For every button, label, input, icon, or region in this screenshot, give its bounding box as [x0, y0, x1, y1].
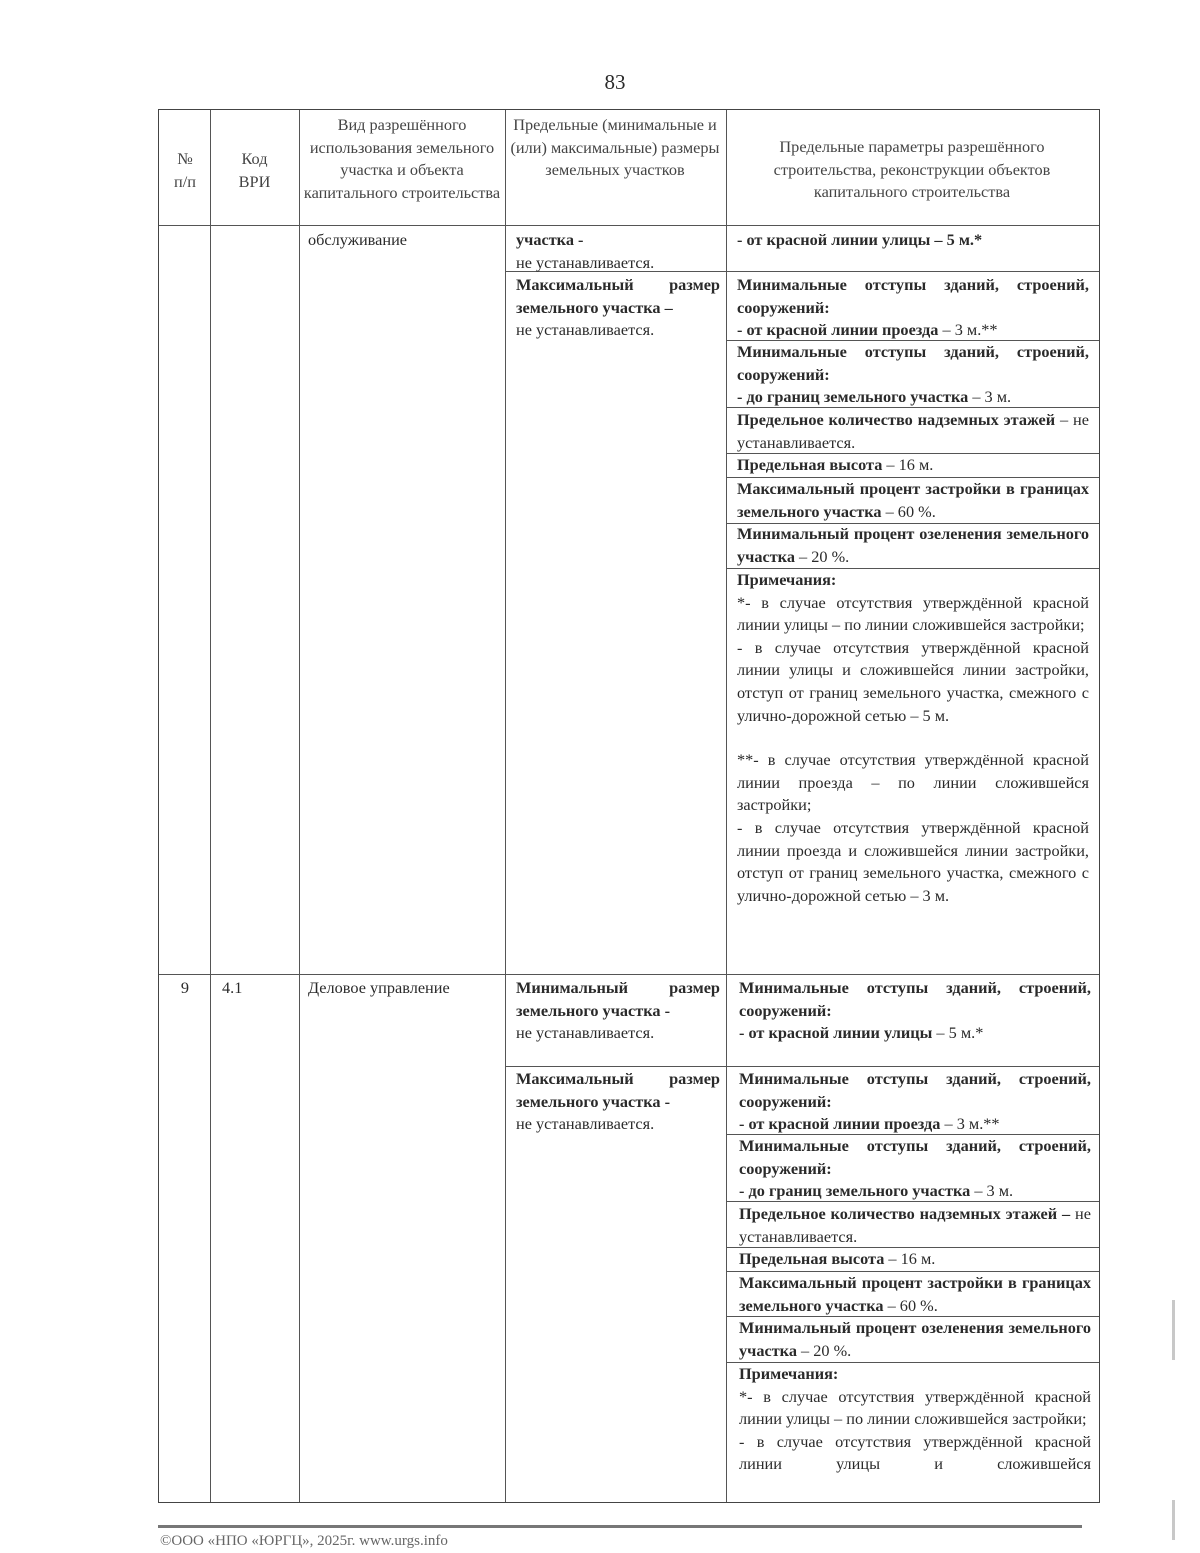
row-b-param0 [739, 977, 1091, 1045]
row-b-plot2 [516, 1068, 720, 1136]
row-a-param5-label: Максимальный процент застройки в границах земельного участка [737, 479, 1089, 521]
row-a-param1 [737, 274, 1089, 342]
row-a-param3 [737, 409, 1089, 454]
row-a-param3-value: – не устанавливается. [737, 410, 1089, 452]
row-a-plot1-value: не устанавливается. [516, 252, 655, 272]
row-b-param4-label: Предельная высота [739, 1249, 885, 1268]
row-b-plot2-value: не устанавливается. [516, 1114, 655, 1134]
row-a-param6-label: Минимальный процент озеленения земельного участка [737, 524, 1089, 566]
row-a-note-4: - в случае отсутствия утверждённой красной линии проезда и сложившейся линии застройки, отступ от границ земельного участка, смежного с улично-дорожной сетью – 3 м. [737, 817, 1089, 905]
row-a-param1-label: Минимальные отступы зданий, строений, сооружений: [737, 275, 1089, 317]
row-b-kind: Деловое управление [308, 978, 450, 997]
row-a-param2-label: Минимальные отступы зданий, строений, сооружений: [737, 342, 1089, 384]
row-a-note-2: - в случае отсутствия утверждённой красной линии улицы и сложившейся линии застройки, отступ от границ земельного участка, смежного с улично-дорожной сетью – 5 м. [737, 637, 1089, 725]
row-a-plot2 [516, 274, 720, 342]
row-b-param3-value: не устанавливается. [739, 1204, 1091, 1246]
col-rule [505, 110, 506, 1502]
row-b-param1-value: – 3 м.** [940, 1114, 1000, 1134]
row-a-plot1 [516, 229, 720, 274]
row-a-param2 [737, 341, 1089, 409]
header-num: № п/п [174, 149, 196, 191]
row-a-notes [737, 569, 1089, 907]
row-a-param4-label: Предельная высота [737, 455, 883, 474]
col-rule [726, 110, 727, 1502]
row-a-note-3: **- в случае отсутствия утверждённой красной линии проезда – по линии сложившейся застройки; [737, 750, 1089, 815]
row-a-param0: - от красной линии улицы – 5 м.* [737, 230, 983, 249]
row-b-param0-label: Минимальные отступы зданий, строений, сооружений: [739, 978, 1091, 1020]
row-b-num: 9 [180, 978, 190, 997]
row-b-plot1-label: Минимальный размер земельного участка - [516, 978, 720, 1020]
row-b-param3-label: Предельное количество надземных этажей – [739, 1204, 1071, 1223]
row-a-param3-label: Предельное количество надземных этажей [737, 410, 1056, 429]
row-b-param4-value: – 16 м. [884, 1249, 936, 1268]
header-kind: Вид разрешённого использования земельного участка и объекта капитального строительства [303, 115, 501, 202]
row-b-note-2: - в случае отсутствия утверждённой красной линии улицы и сложившейся [739, 1431, 1091, 1474]
row-a-notes-title: Примечания: [737, 570, 837, 589]
footer-rule [158, 1525, 1082, 1528]
row-a-kind: обслуживание [308, 230, 408, 249]
row-b-param1 [739, 1068, 1091, 1136]
row-a-param4 [737, 454, 1089, 477]
row-a-param6-value: – 20 %. [794, 546, 850, 566]
row-b-param0-sub: - от красной линии улицы [739, 1023, 933, 1043]
row-b-param6-label: Минимальный процент озеленения земельного участка [739, 1318, 1091, 1360]
row-b-param0-value: – 5 м.* [932, 1023, 984, 1043]
row-rule [505, 1066, 1099, 1067]
scan-mark [1172, 1300, 1175, 1360]
row-b-notes [739, 1363, 1091, 1476]
row-b-param6 [739, 1317, 1091, 1362]
row-b-notes-title: Примечания: [739, 1364, 839, 1383]
row-b-plot2-label: Максимальный размер земельного участка - [516, 1069, 720, 1111]
row-a-param4-value: – 16 м. [882, 455, 934, 474]
row-b-param1-sub: - от красной линии проезда [739, 1114, 941, 1134]
header-rule [159, 225, 1099, 226]
row-b-plot1-value: не устанавливается. [516, 1023, 655, 1043]
row-b-note-1: *- в случае отсутствия утверждённой красной линии улицы – по линии сложившейся застройки; [739, 1386, 1091, 1429]
row-a-param1-sub: - от красной линии проезда [737, 320, 939, 340]
row-rule [159, 974, 1099, 975]
row-a-plot2-value: не устанавливается. [516, 320, 655, 340]
row-b-param2-value: – 3 м. [970, 1181, 1014, 1201]
row-b-param2-label: Минимальные отступы зданий, строений, сооружений: [739, 1136, 1091, 1178]
row-b-param2-sub: - до границ земельного участка [739, 1181, 971, 1201]
scan-mark [1172, 1500, 1175, 1540]
row-b-param1-label: Минимальные отступы зданий, строений, сооружений: [739, 1069, 1091, 1111]
row-b-param5-value: – 60 %. [883, 1295, 938, 1315]
row-a-param6 [737, 523, 1089, 568]
row-b-code: 4.1 [222, 978, 243, 997]
header-code: Код ВРИ [238, 149, 271, 191]
row-a-note-1: *- в случае отсутствия утверждённой красной линии улицы – по линии сложившейся застройки; [737, 592, 1089, 635]
page-number: 83 [604, 70, 626, 94]
row-a-param5 [737, 478, 1089, 523]
col-rule [210, 110, 211, 1502]
footer-copyright: ©ООО «НПО «ЮРГЦ», 2025г. www.urgs.info [160, 1533, 448, 1549]
row-a-plot2-label: Максимальный размер земельного участка – [516, 275, 720, 317]
row-a-plot1-label: участка - [516, 230, 584, 249]
row-b-param5-label: Максимальный процент застройки в границах земельного участка [739, 1273, 1091, 1315]
row-b-param2 [739, 1135, 1091, 1203]
row-a-param2-sub: - до границ земельного участка [737, 387, 969, 407]
row-b-param6-value: – 20 %. [796, 1340, 852, 1360]
row-b-param5 [739, 1272, 1091, 1317]
row-a-param5-value: – 60 %. [881, 501, 936, 521]
row-a-param1-value: – 3 м.** [938, 320, 998, 340]
col-rule [299, 110, 300, 1502]
row-b-plot1 [516, 977, 720, 1045]
header-params: Предельные параметры разрешённого строительства, реконструкции объектов капитального строительства [773, 137, 1051, 201]
header-plot: Предельные (минимальные и (или) максимальные) размеры земельных участков [510, 115, 720, 179]
row-a-param2-value: – 3 м. [968, 387, 1012, 407]
row-b-param4 [739, 1248, 1091, 1271]
row-b-param3 [739, 1203, 1091, 1248]
